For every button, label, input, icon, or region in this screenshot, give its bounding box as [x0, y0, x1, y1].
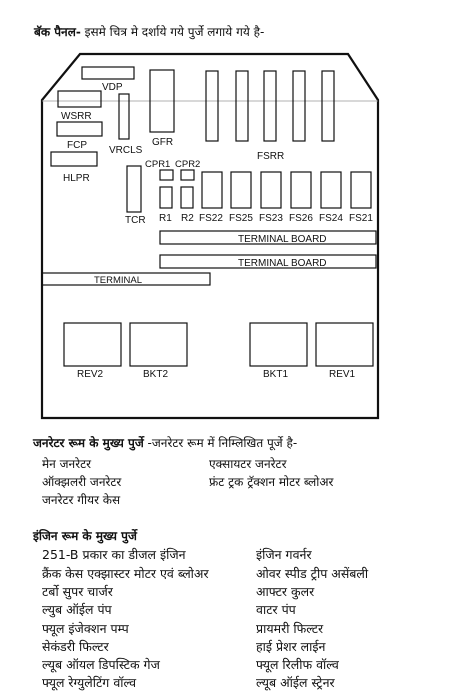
- vdp-component: [82, 67, 134, 79]
- fs23-fuse: [261, 172, 281, 208]
- fs22-label: FS22: [199, 213, 223, 224]
- back-panel-heading-bold: बॅक पैनल-: [34, 25, 81, 39]
- generator-item: फ्रंट ट्रक ट्रॅक्शन मोटर ब्लोअर: [209, 475, 334, 489]
- engine-item: ओवर स्पीड ट्रीप असेंबली: [256, 566, 369, 581]
- engine-item: हाई प्रेशर लाईन: [256, 639, 326, 654]
- r1-component: [160, 187, 172, 208]
- engine-room-heading: [33, 527, 137, 544]
- generator-item: जनरेटर गीयर केस: [42, 493, 121, 507]
- cpr1-label: CPR1: [145, 159, 171, 170]
- engine-item: इंजिन गवर्नर: [256, 547, 312, 562]
- fsrr-relay-5: [322, 71, 334, 141]
- engine-room-heading-bold: इंजिन रूम के मुख्य पुर्जे: [33, 529, 137, 543]
- fs25-fuse: [231, 172, 251, 208]
- wsrr-label: WSRR: [61, 111, 92, 122]
- gfr-label: GFR: [152, 137, 174, 148]
- r2-component: [181, 187, 193, 208]
- engine-item: क्रैंक केस एक्झास्टर मोटर एवं ब्लोअर: [42, 566, 209, 581]
- fs26-label: FS26: [289, 213, 313, 224]
- cpr1-component: [160, 170, 173, 180]
- tcr-label: TCR: [125, 215, 146, 226]
- r1-label: R1: [159, 213, 172, 224]
- generator-item: एक्सायटर जनरेटर: [209, 457, 287, 471]
- rev1-component: [316, 323, 373, 366]
- fs24-label: FS24: [319, 213, 343, 224]
- engine-item: वाटर पंप: [256, 602, 296, 617]
- fsrr-relay-3: [264, 71, 276, 141]
- rev2-label: REV2: [77, 369, 104, 380]
- engine-item: ल्युब ऑईल पंप: [42, 602, 112, 617]
- rev2-component: [64, 323, 121, 366]
- fs25-label: FS25: [229, 213, 253, 224]
- vdp-label: VDP: [102, 82, 123, 93]
- vrcls-label: VRCLS: [109, 145, 143, 156]
- fs21-fuse: [351, 172, 371, 208]
- engine-item: फ्यूल रिलीफ वॉल्व: [256, 657, 339, 672]
- terminal-board-1-label: TERMINAL BOARD: [238, 234, 327, 245]
- hlpr-component: [51, 152, 97, 166]
- rev1-label: REV1: [329, 369, 356, 380]
- engine-item: सेकंडरी फिल्टर: [42, 639, 109, 654]
- bkt2-component: [130, 323, 187, 366]
- engine-item: ल्यूब ऑयल डिपस्टिक गेज: [42, 657, 160, 672]
- fsrr-relay-1: [206, 71, 218, 141]
- generator-room-heading: [33, 434, 297, 451]
- bkt1-component: [250, 323, 307, 366]
- terminal-board-2-label: TERMINAL BOARD: [238, 258, 327, 269]
- generator-room-heading-bold: जनरेटर रूम के मुख्य पुर्जे: [33, 436, 144, 450]
- fs24-fuse: [321, 172, 341, 208]
- fsrr-label: FSRR: [257, 151, 285, 162]
- engine-item: ल्यूब ऑईल स्ट्रेनर: [256, 675, 335, 690]
- cpr2-label: CPR2: [175, 159, 201, 170]
- engine-item: 251-B प्रकार का डीजल इंजिन: [42, 547, 186, 562]
- fs22-fuse: [202, 172, 222, 208]
- fs23-label: FS23: [259, 213, 283, 224]
- tcr-component: [127, 166, 141, 212]
- fsrr-relay-4: [293, 71, 305, 141]
- fs26-fuse: [291, 172, 311, 208]
- r2-label: R2: [181, 213, 194, 224]
- generator-item: ऑक्झलरी जनरेटर: [42, 475, 122, 489]
- generator-room-heading-rest: -जनरेटर रूम में निम्लिखित पूर्जे है-: [143, 436, 298, 450]
- back-panel-heading-rest: इसमे चित्र मे दर्शाये गये पुर्जे लगाये गये है-: [80, 25, 265, 39]
- fcp-component: [57, 122, 102, 136]
- engine-item: फ्यूल इंजेक्शन पम्प: [42, 621, 129, 636]
- terminal-label: TERMINAL: [94, 275, 143, 286]
- hlpr-label: HLPR: [63, 173, 90, 184]
- bkt2-label: BKT2: [143, 369, 169, 380]
- cpr2-component: [181, 170, 194, 180]
- wsrr-component: [58, 91, 101, 107]
- fcp-label: FCP: [67, 140, 87, 151]
- bkt1-label: BKT1: [263, 369, 289, 380]
- engine-item: प्रायमरी फिल्टर: [256, 621, 324, 636]
- fs21-label: FS21: [349, 213, 373, 224]
- engine-item: टर्बो सुपर चार्जर: [42, 584, 113, 599]
- engine-item: फ्यूल रेग्युलेटिंग वॉल्व: [42, 675, 137, 690]
- panel-outline: [42, 54, 378, 418]
- generator-item: मेन जनरेटर: [42, 457, 92, 471]
- fsrr-relay-2: [236, 71, 248, 141]
- engine-item: आफ्टर कुलर: [256, 584, 315, 599]
